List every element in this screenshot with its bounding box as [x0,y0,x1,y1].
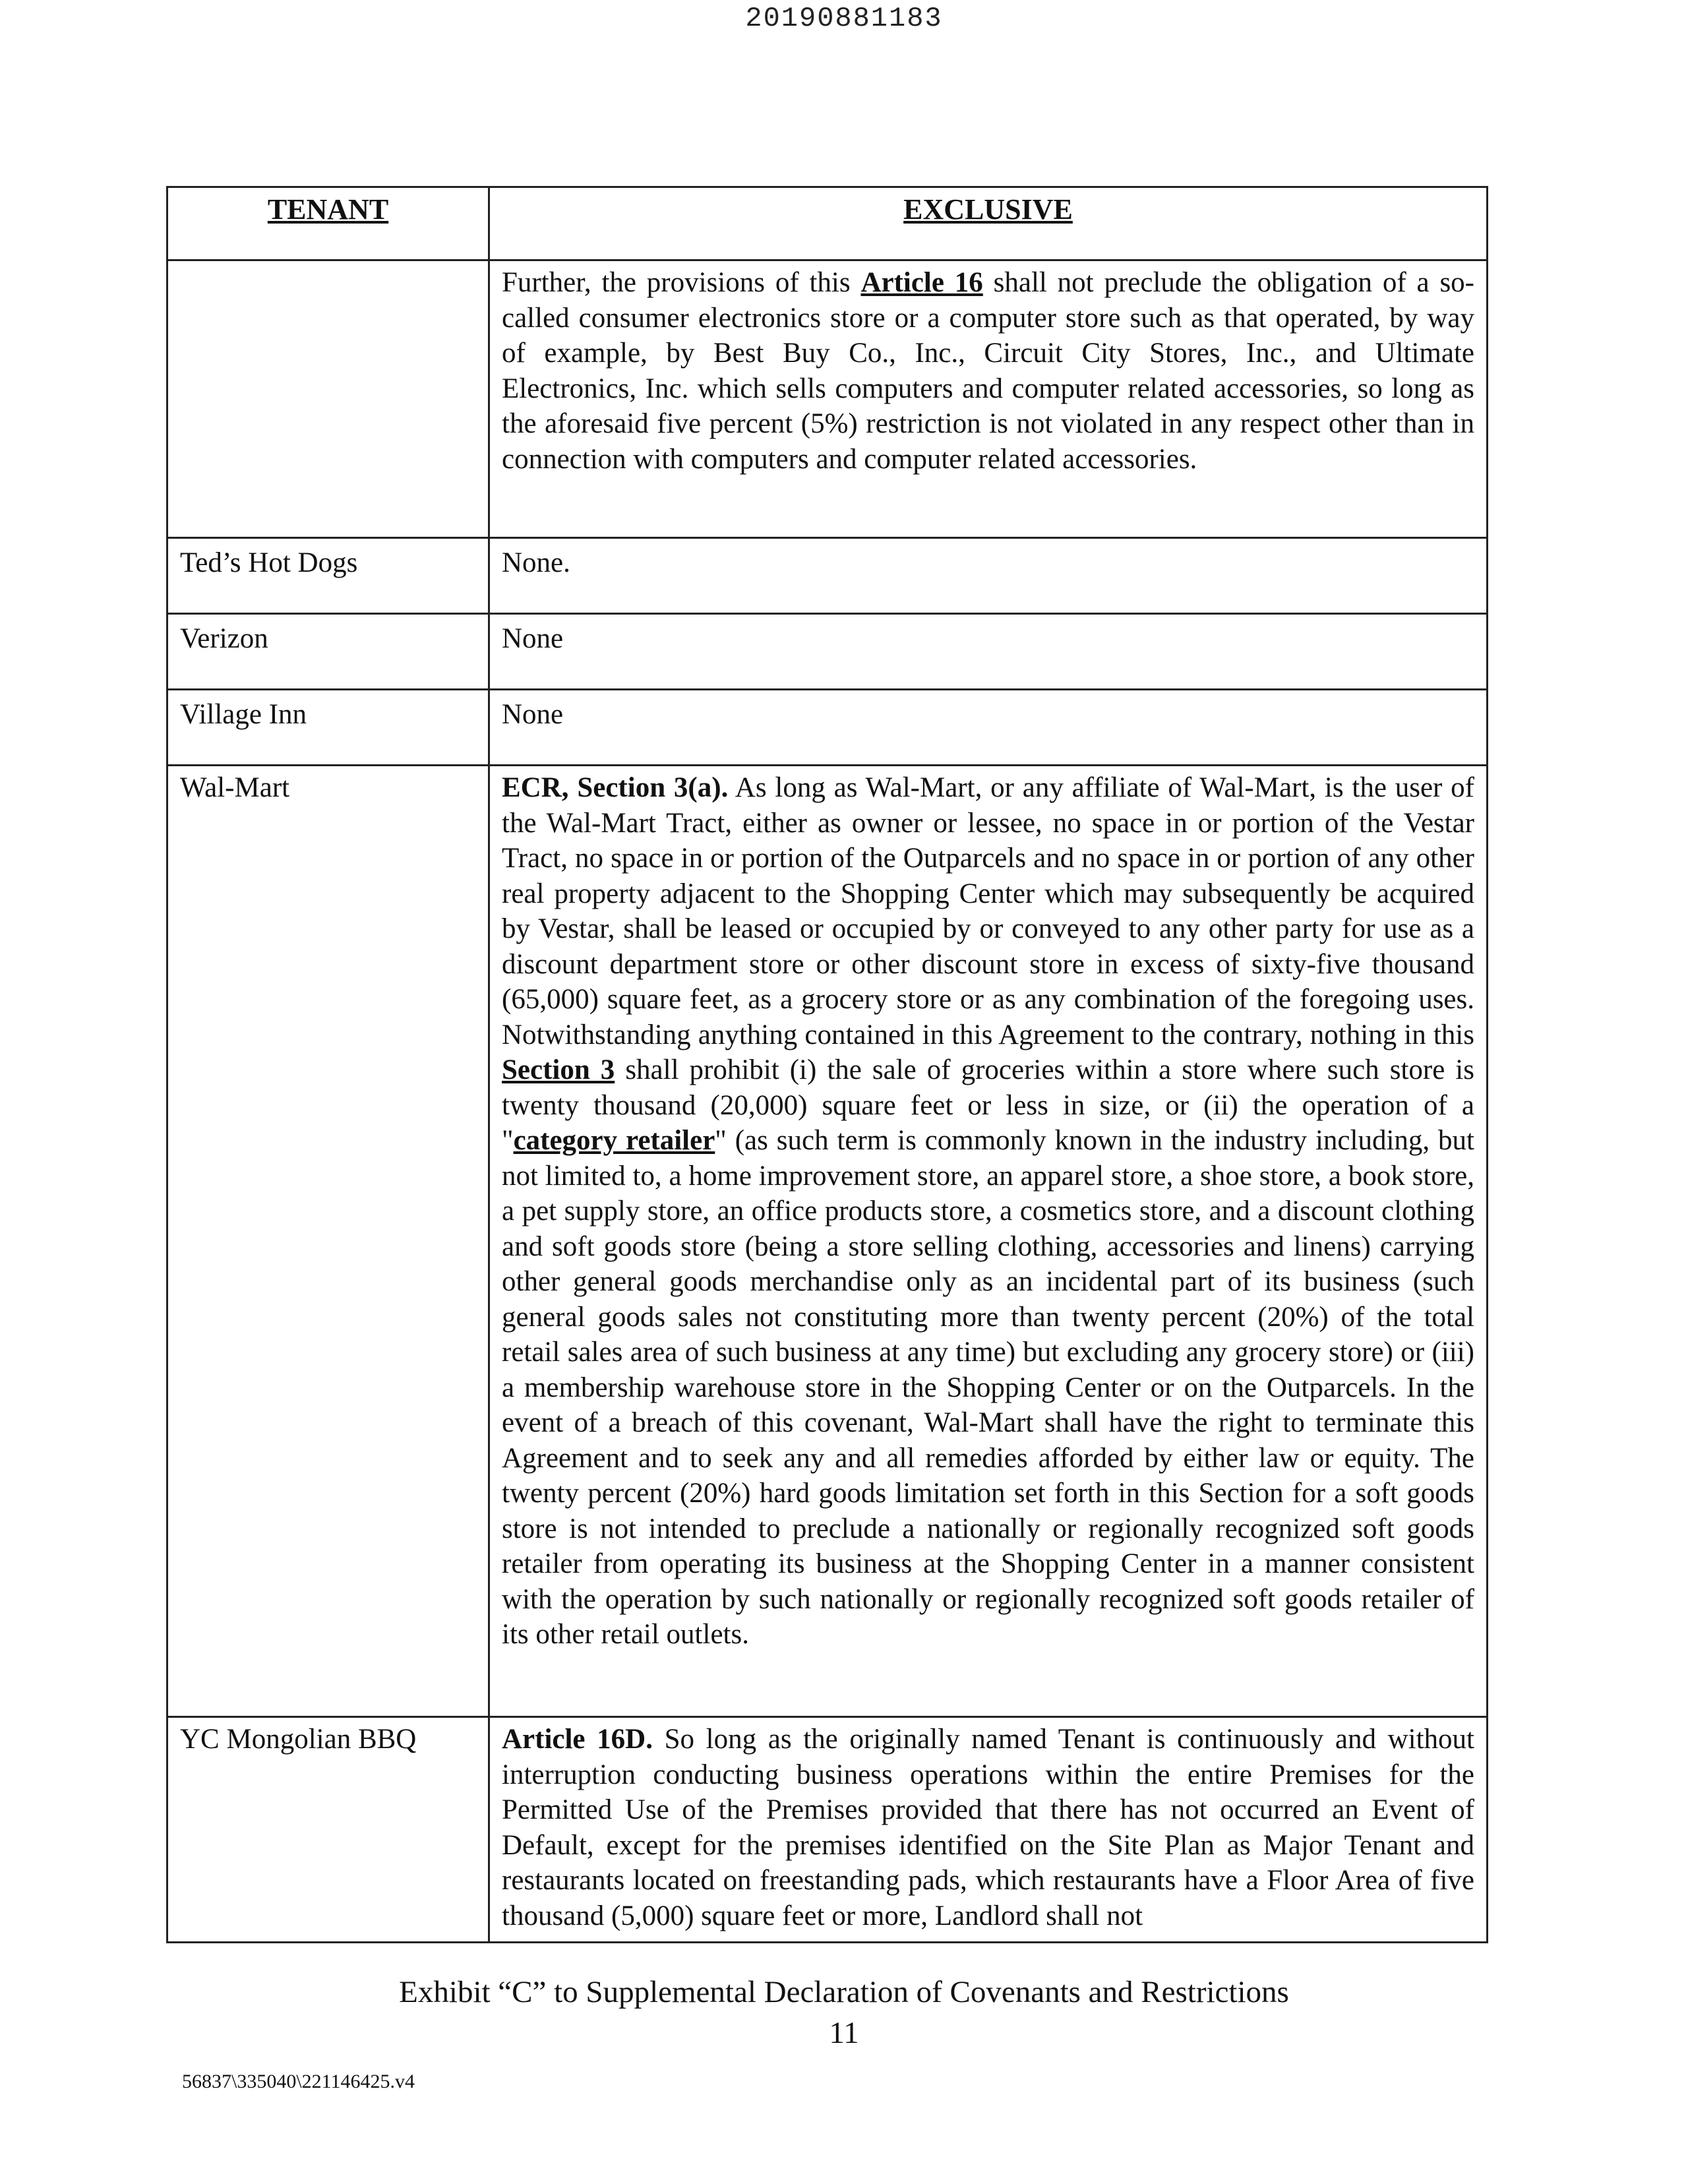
exclusive-text: shall not preclude the obligation of a so-called consumer electronics store or a computer store such as that operated, by way of example, by Best Buy Co., Inc., Circuit City Stores, Inc., and Ultimate Electronics, Inc. which sells computers and computer related accessories, so long as the aforesaid five percent (5%) restriction is not violated in any respect other than in connection with computers and computer related accessories. [502,267,1474,475]
document-reference: 56837\335040\221146425.v4 [182,2071,415,2092]
tenant-cell: Village Inn [167,690,489,766]
section-heading: ECR, Section 3(a). [502,772,729,803]
exclusive-text: Further, the provisions of this [502,267,861,298]
section-heading: Article 16D. [502,1724,653,1755]
table-header-row [167,187,1488,260]
article-reference: Article 16 [860,267,983,298]
exclusive-cell: None [489,690,1488,766]
document-number: 20190881183 [745,3,943,34]
tenant-cell: Wal-Mart [167,766,489,1717]
table-row [167,614,1488,690]
exclusive-cell [489,1717,1488,1943]
tenant-column-header: TENANT [167,187,489,260]
exclusive-text: " (as such term is commonly known in the industry including, but not limited to, a home improvement store, an apparel store, a shoe store, a book store, a pet supply store, an office products store, a cosmetics store, and a discount clothing and soft goods store (being a store selling clothing, accessories and linens) carrying other general goods merchandise only as an incidental part of its business (such general goods sales not constituting more than twenty percent (20%) of the total retail sales area of such business at any time) but excluding any grocery store) or (iii) a membership warehouse store in the Shopping Center or on the Outparcels. In the event of a breach of this covenant, Wal-Mart shall have the right to terminate this Agreement and to seek any and all remedies afforded by either law or equity. The twenty percent (20%) hard goods limitation set forth in this Section for a soft goods store is not intended to preclude a nationally or regionally recognized soft goods retailer from operating its business at the Shopping Center in a manner consistent with the operation by such nationally or regionally recognized soft goods retailer of its other retail outlets. [502,1125,1474,1650]
exclusive-cell: None. [489,538,1488,614]
tenant-cell: Verizon [167,614,489,690]
defined-term: category retailer [513,1125,715,1156]
exclusive-text: As long as Wal-Mart, or any affiliate of Wal-Mart, is the user of the Wal-Mart Tract, either as owner or lessee, no space in or portion of the Vestar Tract, no space in or portion of the Outparcels and no space in or portion of any other real property adjacent to the Shopping Center which may subsequently be acquired by Vestar, shall be leased or occupied by or conveyed to any other party for use as a discount department store or other discount store in excess of sixty-five thousand (65,000) square feet, as a grocery store or as any combination of the foregoing uses. Notwithstanding anything contained in this Agreement to the contrary, nothing in this [502,772,1474,1050]
tenant-cell: Ted’s Hot Dogs [167,538,489,614]
page-number: 11 [829,2016,859,2050]
table-row [167,1717,1488,1943]
table-row [167,538,1488,614]
exclusives-table [166,186,1488,1943]
exclusive-text: shall prohibit (i) the sale of groceries within a store where such store is twenty thousand (20,000) square feet or less in size, or (ii) the operation of a " [502,1054,1474,1156]
exclusive-cell [489,766,1488,1717]
exclusive-column-header: EXCLUSIVE [489,187,1488,260]
exclusive-text: So long as the originally named Tenant is continuously and without interruption conducting business operations within the entire Premises for the Permitted Use of the Premises provided that there has not occurred an Event of Default, except for the premises identified on the Site Plan as Major Tenant and restaurants located on freestanding pads, which restaurants have a Floor Area of five thousand (5,000) square feet or more, Landlord shall not [502,1724,1475,1931]
exhibit-footer-title: Exhibit “C” to Supplemental Declaration of Covenants and Restrictions [399,1975,1289,2009]
exclusive-cell: None [489,614,1488,690]
table-row [167,690,1488,766]
tenant-cell: YC Mongolian BBQ [167,1717,489,1943]
table-row [167,260,1488,538]
section-reference: Section 3 [502,1054,615,1085]
exclusive-cell [489,260,1488,538]
tenant-cell [167,260,489,538]
table-row [167,766,1488,1717]
